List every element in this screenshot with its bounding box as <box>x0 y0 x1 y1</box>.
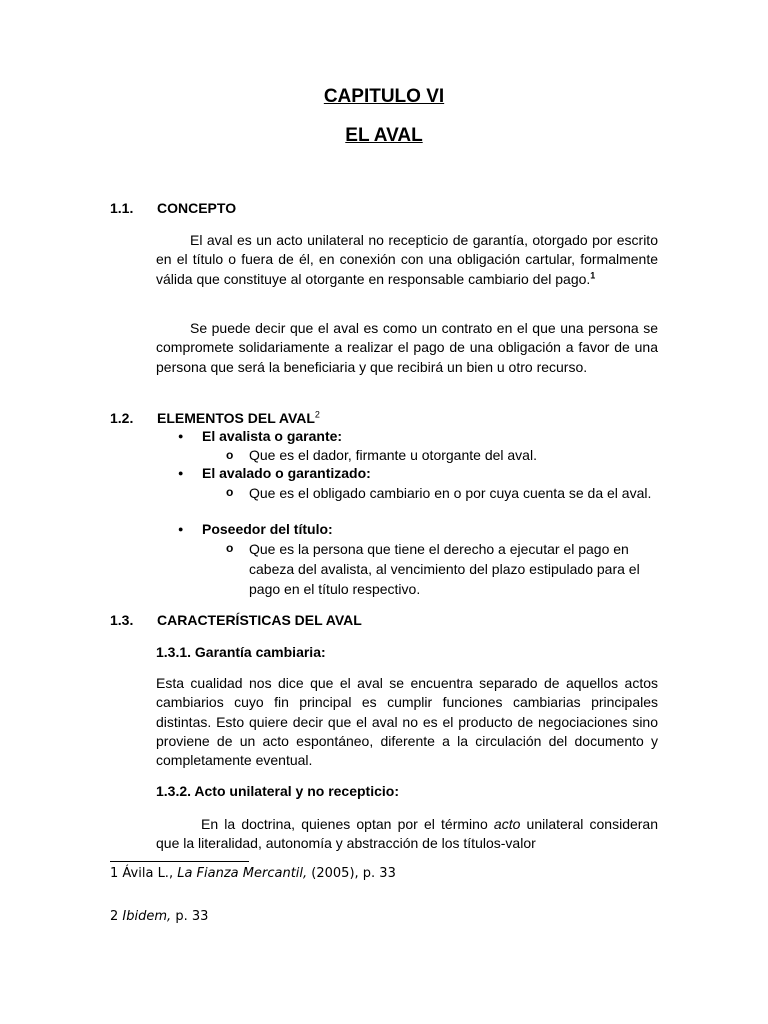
italic-term: acto <box>493 816 521 832</box>
subsection-heading-1-3-2: 1.3.2. Acto unilateral y no recepticio: <box>156 783 399 799</box>
paragraph-doctrine: En la doctrina, quienes optan por el término acto unilateral consideran que la literalidad, autonomía y abstracción de los títulos-valor <box>156 816 659 852</box>
list-item-label: El avalista o garante: <box>202 428 343 444</box>
sub-list-text: Que es el dador, firmante u otorgante del aval. <box>249 447 537 463</box>
section-number: 1.1. <box>110 200 134 216</box>
section-title: CONCEPTO <box>157 200 237 216</box>
bullet-icon: ● <box>178 431 184 441</box>
paragraph-text: Esta cualidad nos dice que el aval se encuentra separado de aquellos actos cambiarios cuyo fin principal es cumplir funciones cambiarias principales distintas. Esto quiere decir que el aval no es el producto de negociaciones sino proviene de un acto espontáneo, diferente a la circulación del documento y completamente eventual. <box>156 675 658 769</box>
paragraph-text: El aval es un acto unilateral no recepticio de garantía, otorgado por escrito en el título o fuera de él, en conexión con una obligación cartular, formalmente válida que constituye al otorgante en responsable cambiario del pago. <box>156 232 658 287</box>
footnote-separator <box>110 861 249 862</box>
section-number: 1.3. <box>110 612 134 628</box>
section-number: 1.2. <box>110 410 134 426</box>
paragraph-contract <box>156 319 658 377</box>
circle-bullet-icon: o <box>226 448 234 462</box>
circle-bullet-icon: o <box>226 485 234 499</box>
sub-list-text: Que es el obligado cambiario en o por cuya cuenta se da el aval. <box>249 485 652 501</box>
sub-list-text: Que es la persona que tiene el derecho a ejecutar el pago en cabeza del avalista, al vencimiento del plazo estipulado para el pago en el título respectivo. <box>249 541 640 597</box>
subsection-heading-1-3-1: 1.3.1. Garantía cambiaria: <box>156 644 326 660</box>
footnote-1: 1 Ávila L., La Fianza Mercantil, (2005), p. 33 <box>110 866 396 881</box>
footnote-ref: 1 <box>590 269 596 280</box>
footnote-2: 2 Ibidem, p. 33 <box>110 909 209 924</box>
chapter-title: CAPITULO VI <box>323 86 445 107</box>
footnote-ref: 2 <box>314 409 320 420</box>
section-title: CARACTERÍSTICAS DEL AVAL <box>157 612 362 628</box>
document-title: EL AVAL <box>345 125 423 146</box>
paragraph-text: Se puede decir que el aval es como un contrato en el que una persona se compromete solidariamente a realizar el pago de una obligación a favor de una persona que será la beneficiaria y que recibirá un bien u otro recurso. <box>156 320 658 375</box>
list-item-label: Poseedor del título: <box>202 521 333 537</box>
bullet-icon: ● <box>178 524 184 534</box>
paragraph-guarantee <box>156 674 658 770</box>
section-title: ELEMENTOS DEL AVAL$^2$ <box>157 409 320 426</box>
list-item-label: El avalado o garantizado: <box>202 465 371 481</box>
bullet-icon: ● <box>178 468 184 478</box>
circle-bullet-icon: o <box>226 541 234 555</box>
paragraph-concept <box>156 231 658 289</box>
